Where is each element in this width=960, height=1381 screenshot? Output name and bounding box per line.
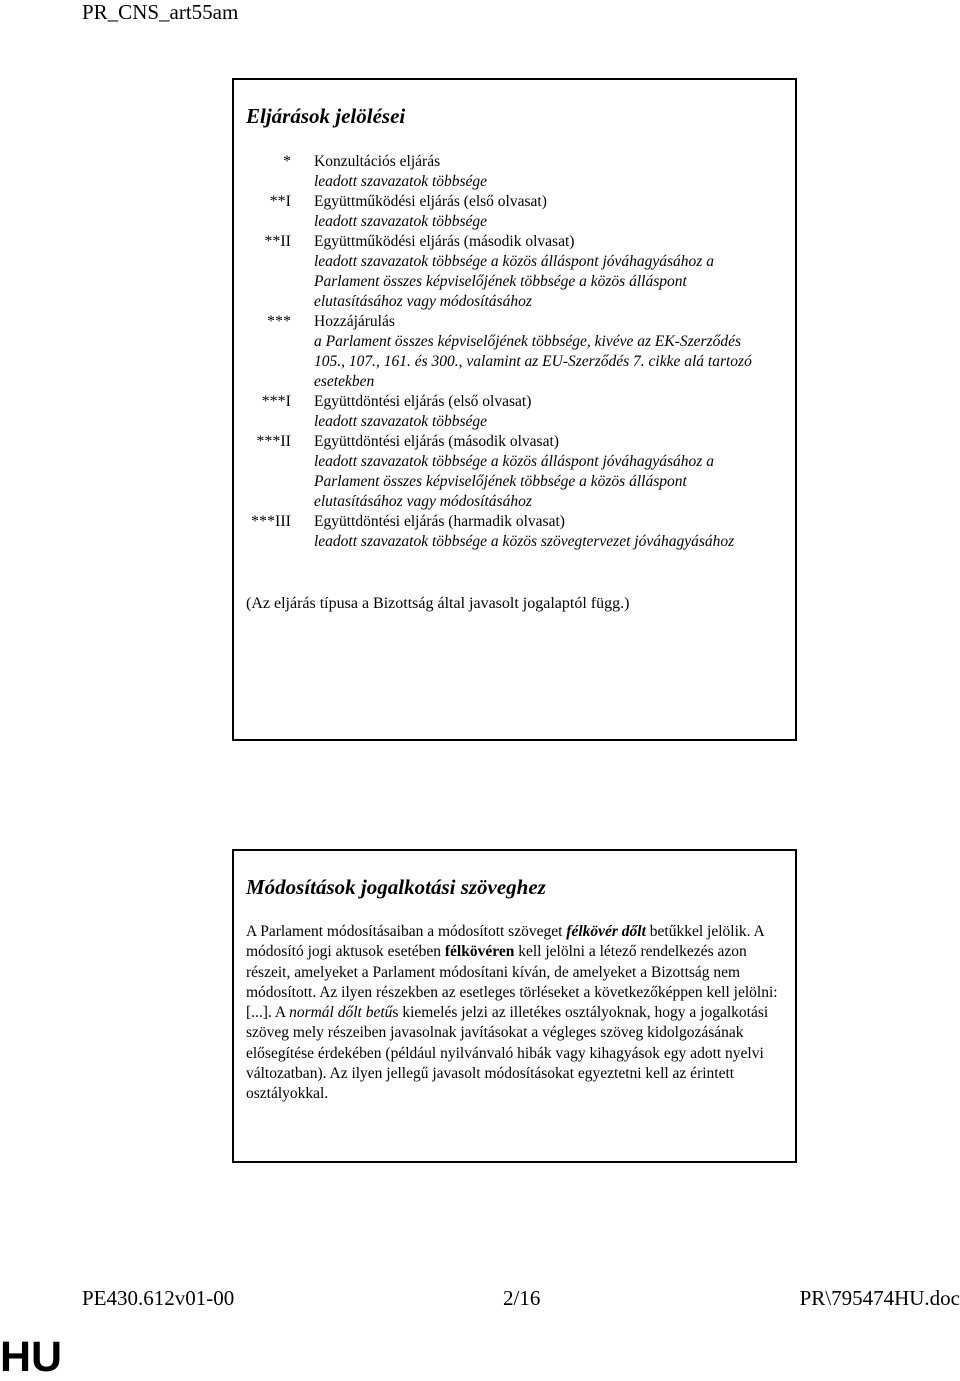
language-code: HU [0, 1333, 63, 1381]
procedure-name: Együttdöntési eljárás (második olvasat) [314, 433, 559, 450]
procedures-box [232, 78, 797, 741]
text-segment: A Parlament módosításaiban a módosított szöveget [246, 923, 567, 940]
amendments-paragraph [246, 922, 781, 1105]
text-segment: s kiemelés jelzi az illetékes osztályoknak, hogy a jogalkotási szöveg mely részeiben javasolnak javításokat a végleges szöveg kidolgozásának elősegítése érdekében (például nyilvánvaló hibák vagy kihagyások egy adott nyelvi változatban). Az ilyen jellegű javasolt módosításokat egyeztetni kell az érintett osztályokkal. [246, 1004, 769, 1103]
document-reference: PR_CNS_art55am [82, 0, 239, 24]
procedure-list [234, 152, 794, 552]
procedure-symbol: ***II [256, 433, 291, 450]
procedures-title: Eljárások jelölései [246, 104, 406, 128]
procedure-item [234, 312, 794, 392]
procedure-note: leadott szavazatok többsége a közös álláspont jóváhagyásához a Parlament összes képviselőjének többsége a közös álláspont elutasításához vagy módosításához [314, 253, 714, 310]
procedure-item [234, 512, 794, 552]
procedure-note: a Parlament összes képviselőjének többsége, kivéve az EK-Szerződés 105., 107., 161. és 300., valamint az EU-Szerződés 7. cikke alá tartozó esetekben [314, 333, 752, 390]
amendments-title: Módosítások jogalkotási szöveghez [246, 875, 546, 899]
italic-sample: normál dőlt betű [289, 1004, 393, 1022]
procedure-note: leadott szavazatok többsége [314, 213, 488, 230]
footer-file-name: PR\795474HU.doc [799, 1286, 960, 1310]
procedure-symbol: ***I [261, 393, 291, 410]
procedure-note: leadott szavazatok többsége a közös álláspont jóváhagyásához a Parlament összes képviselőjének többsége a közös álláspont elutasításához vagy módosításához [314, 453, 714, 510]
amendments-box [232, 849, 797, 1163]
procedure-name: Együttműködési eljárás (első olvasat) [314, 193, 547, 210]
procedure-name: Hozzájárulás [314, 313, 395, 330]
procedure-symbol: **I [269, 193, 291, 210]
bold-italic-sample: félkövér dőlt [566, 923, 646, 940]
footer-doc-number: PE430.612v01-00 [82, 1286, 235, 1310]
footer-page-number: 2/16 [503, 1286, 541, 1310]
procedure-item [234, 152, 794, 192]
procedure-footnote: (Az eljárás típusa a Bizottság által javasolt jogalaptól függ.) [246, 595, 630, 612]
procedure-name: Együttműködési eljárás (második olvasat) [314, 233, 575, 250]
text-segment: betűkkel jelölik. A módosító jogi aktusok esetében [246, 923, 764, 961]
procedure-symbol: **II [264, 233, 291, 250]
procedure-name: Együttdöntési eljárás (harmadik olvasat) [314, 513, 565, 530]
procedure-name: Konzultációs eljárás [314, 153, 441, 170]
procedure-item [234, 432, 794, 512]
procedure-symbol: * [283, 153, 291, 170]
procedure-symbol: ***III [251, 513, 291, 530]
procedure-note: leadott szavazatok többsége [314, 413, 488, 430]
procedure-item [234, 392, 794, 432]
text-segment: kell jelölni a létező rendelkezés azon részeit, amelyeket a Parlament módosítani kíván, de amelyeket a Bizottság nem módosított. Az ilyen részekben az esetleges törléseket a következőképpen kell jelölni: [...]. A [246, 943, 778, 1022]
procedure-symbol: *** [267, 313, 291, 330]
procedure-note: leadott szavazatok többsége a közös szövegtervezet jóváhagyásához [314, 533, 735, 550]
procedure-item [234, 192, 794, 232]
procedure-name: Együttdöntési eljárás (első olvasat) [314, 393, 532, 410]
procedure-item [234, 232, 794, 312]
procedure-note: leadott szavazatok többsége [314, 173, 488, 190]
bold-sample: félkövéren [444, 943, 515, 961]
